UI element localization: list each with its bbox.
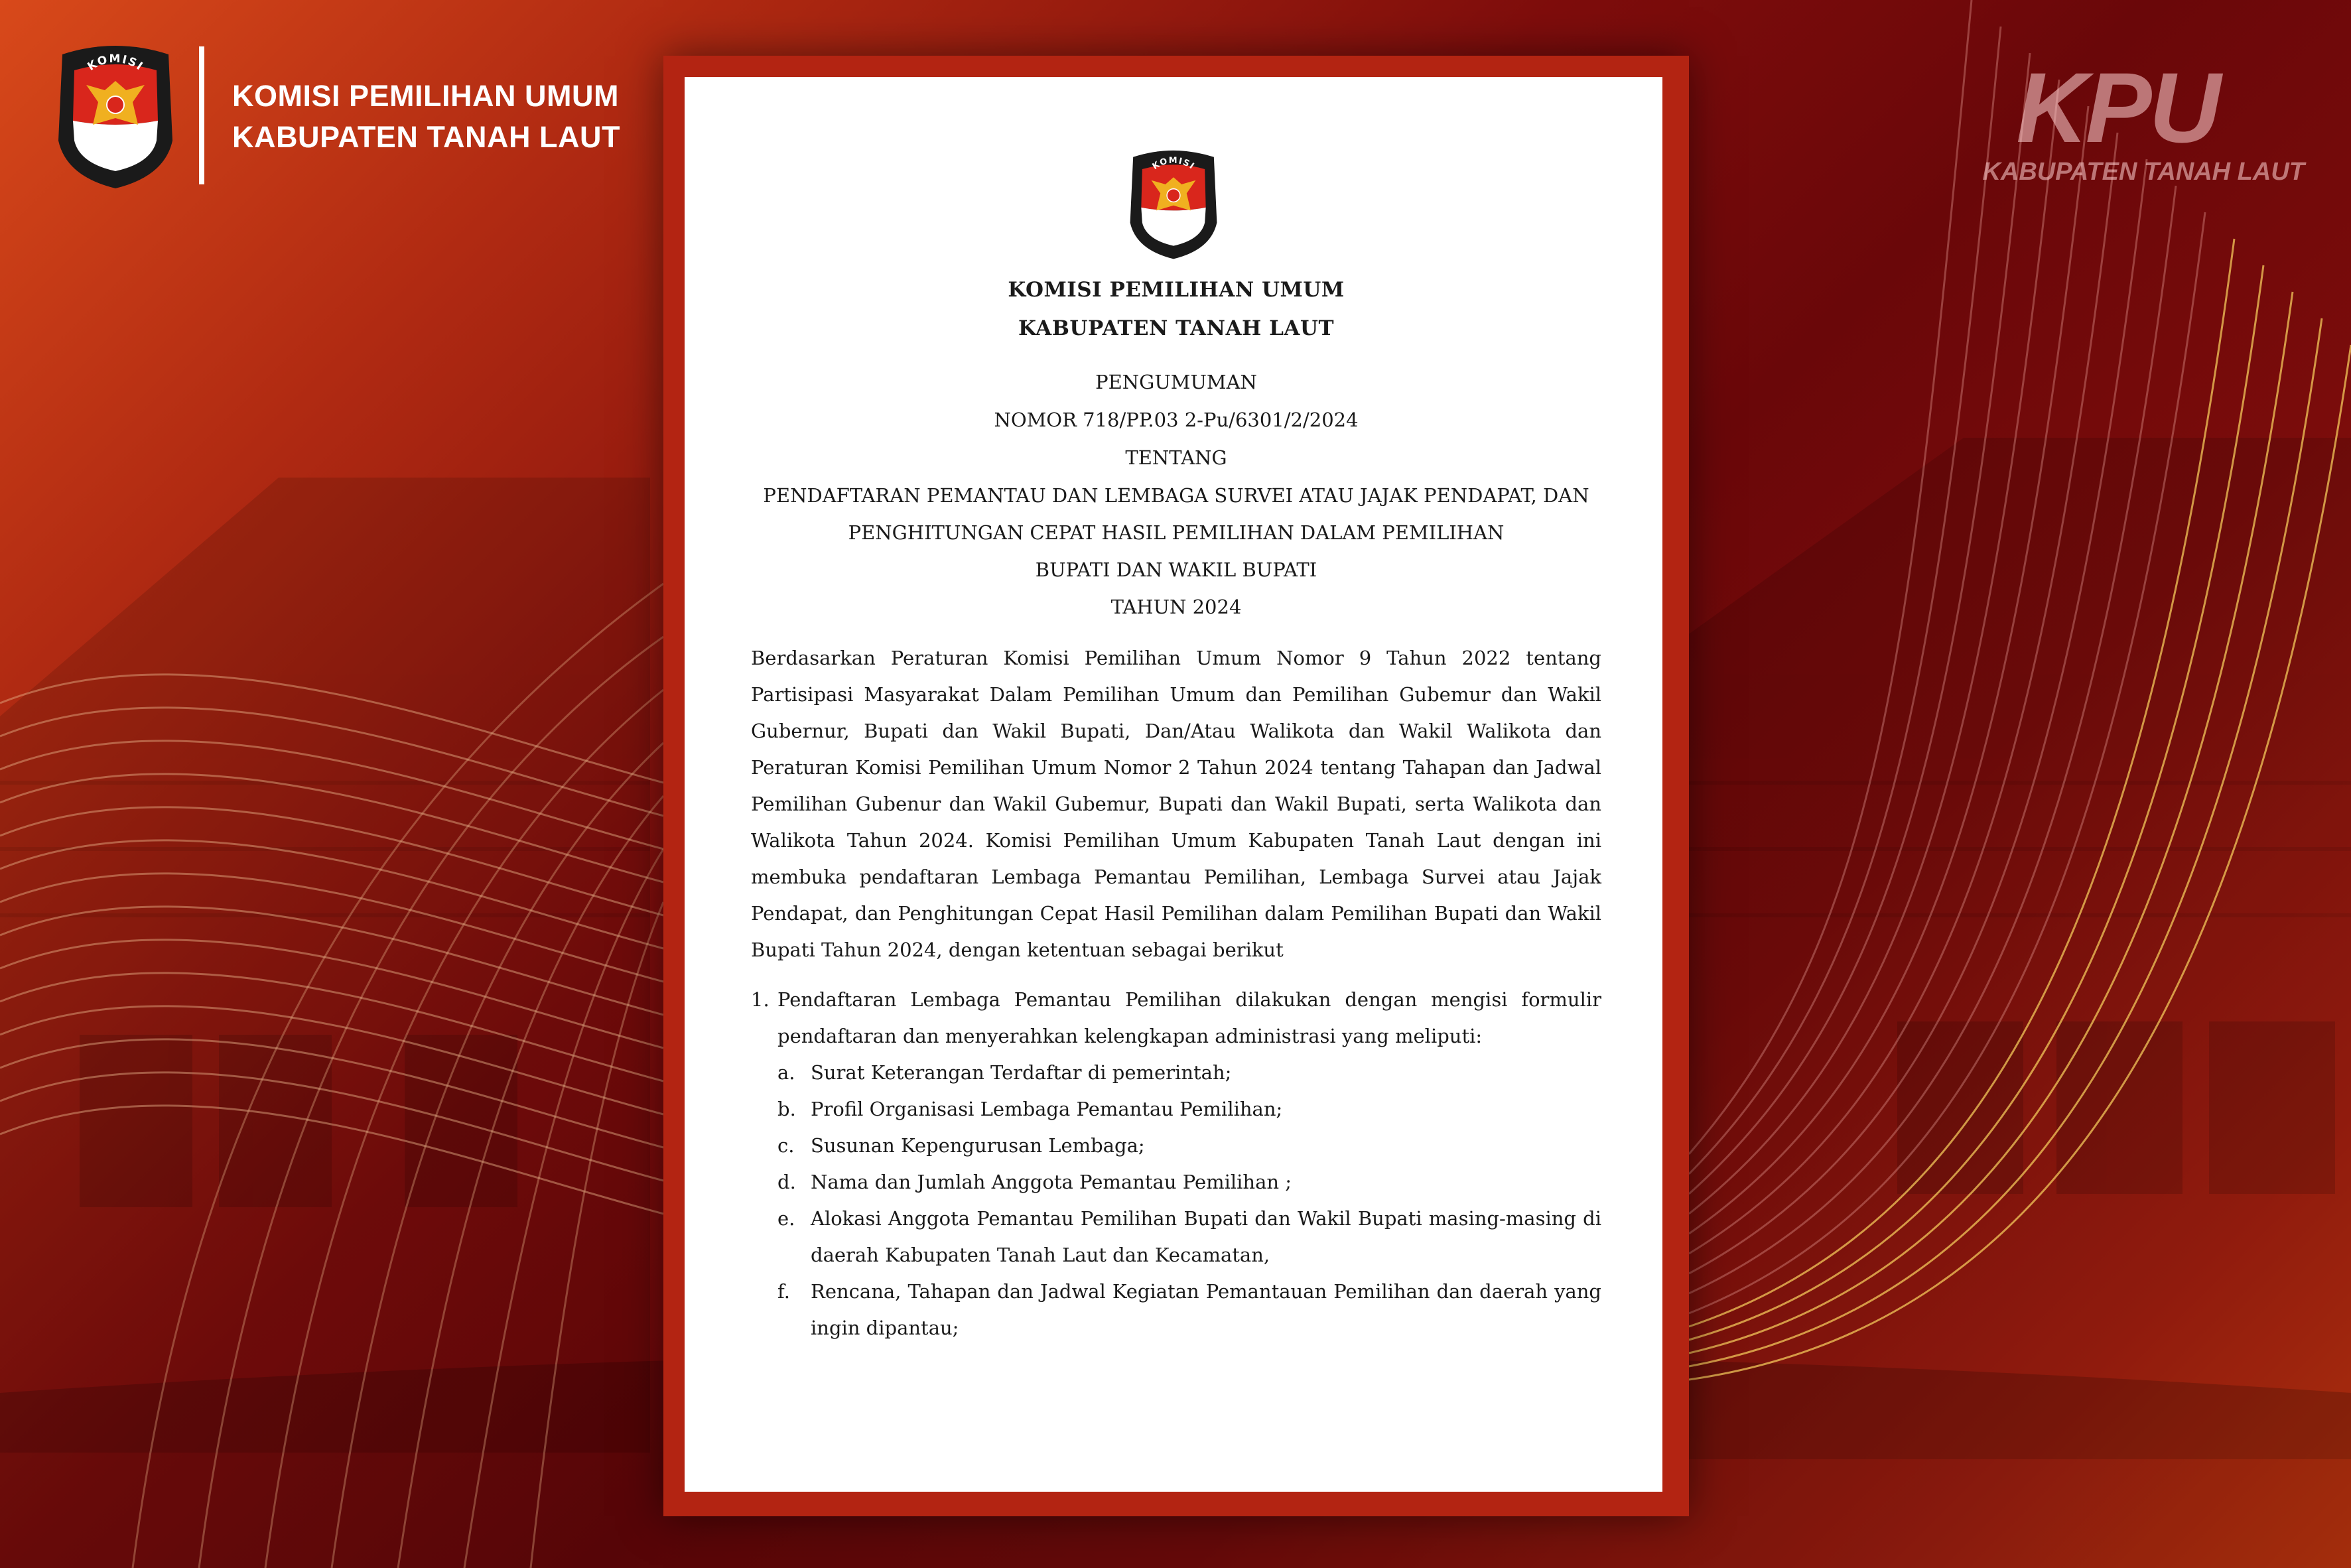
- sub-list-item: [751, 1055, 1601, 1091]
- document-kpu-logo-icon: [1125, 146, 1222, 262]
- document-title-block: [751, 363, 1601, 625]
- sub-list-item-marker: b.: [777, 1098, 796, 1120]
- sub-list-item-text: Surat Keterangan Terdaftar di pemerintah;: [811, 1061, 1232, 1084]
- sub-list-item: [751, 1128, 1601, 1164]
- brand-title: [232, 76, 620, 158]
- document-page: [685, 77, 1662, 1492]
- document-about: TENTANG: [1125, 446, 1227, 469]
- sub-list-item-marker: d.: [777, 1171, 796, 1193]
- document-subject-line-3: BUPATI DAN WAKIL BUPATI: [1035, 558, 1317, 581]
- document-content: [751, 271, 1601, 1346]
- kpu-watermark: [1973, 52, 2305, 187]
- document-org-line-2: KABUPATEN TANAH LAUT: [1018, 316, 1335, 340]
- sub-list-item-text: Rencana, Tahapan dan Jadwal Kegiatan Pemantauan Pemilihan dan daerah yang ingin dipantau;: [811, 1280, 1601, 1339]
- svg-text:PEMILIHAN UMUM: PEMILIHAN UMUM: [1141, 217, 1206, 241]
- list-item: [751, 982, 1601, 1055]
- brand-divider: [199, 46, 204, 184]
- document-subject-line-2: PENGHITUNGAN CEPAT HASIL PEMILIHAN DALAM PEMILIHAN: [848, 521, 1505, 544]
- svg-text:PEMILIHAN UMUM: PEMILIHAN UMUM: [74, 132, 157, 164]
- svg-text:KOMISI: KOMISI: [1150, 155, 1197, 172]
- document-subject-line-1: PENDAFTARAN PEMANTAU DAN LEMBAGA SURVEI ATAU JAJAK PENDAPAT, DAN: [763, 484, 1589, 507]
- sub-list-item: [751, 1164, 1601, 1201]
- sub-list-item-marker: c.: [777, 1134, 795, 1157]
- sub-list-item-text: Profil Organisasi Lembaga Pemantau Pemilihan;: [811, 1098, 1283, 1120]
- kpu-watermark-mark: KPU: [2016, 52, 2218, 163]
- brand-line-1: KOMISI PEMILIHAN UMUM: [232, 79, 619, 113]
- list-item-marker: 1.: [751, 988, 770, 1011]
- sub-list-item-marker: f.: [777, 1280, 790, 1303]
- document-org-line-1: KOMISI PEMILIHAN UMUM: [1008, 278, 1345, 302]
- document-body-paragraph: Berdasarkan Peraturan Komisi Pemilihan Umum Nomor 9 Tahun 2022 tentang Partisipasi Masyarakat Dalam Pemilihan Umum dan Pemilihan Gubemur dan Wakil Gubernur, Bupati dan Wakil Bupati, Dan/Atau Walikota dan Wakil Walikota dan Peraturan Komisi Pemilihan Umum Nomor 2 Tahun 2024 tentang Tahapan dan Jadwal Pemilihan Gubenur dan Wakil Gubemur, Bupati dan Wakil Bupati, serta Walikota dan Walikota Tahun 2024. Komisi Pemilihan Umum Kabupaten Tanah Laut dengan ini membuka pendaftaran Lembaga Pemantau Pemilihan, Lembaga Survei atau Jajak Pendapat, dan Penghitungan Cepat Hasil Pemilihan dalam Pemilihan Bupati dan Wakil Bupati Tahun 2024, dengan ketentuan sebagai berikut: [751, 647, 1601, 961]
- sub-list-item-text: Nama dan Jumlah Anggota Pemantau Pemilihan ;: [811, 1171, 1292, 1193]
- svg-text:KOMISI: KOMISI: [85, 52, 147, 74]
- brand-line-2: KABUPATEN TANAH LAUT: [232, 120, 620, 154]
- document-number: NOMOR 718/PP.03 2-Pu/6301/2/2024: [994, 409, 1359, 431]
- sub-list-item: [751, 1274, 1601, 1346]
- sub-list-item: [751, 1091, 1601, 1128]
- document-numbered-list: [751, 982, 1601, 1346]
- sub-list-item-marker: e.: [777, 1207, 795, 1230]
- sub-list-item-marker: a.: [777, 1061, 795, 1084]
- sub-list-item-text: Susunan Kepengurusan Lembaga;: [811, 1134, 1145, 1157]
- kpu-logo-icon: [52, 41, 179, 191]
- sub-list-item-text: Alokasi Anggota Pemantau Pemilihan Bupati dan Wakil Bupati masing-masing di daerah Kabupaten Tanah Laut dan Kecamatan,: [811, 1207, 1601, 1266]
- kpu-watermark-sub: KABUPATEN TANAH LAUT: [1982, 158, 2305, 186]
- document-frame: [663, 56, 1689, 1516]
- sub-list-item: [751, 1201, 1601, 1274]
- document-kind: PENGUMUMAN: [1095, 371, 1257, 393]
- header-brand: [52, 41, 649, 194]
- list-item-text: Pendaftaran Lembaga Pemantau Pemilihan dilakukan dengan mengisi formulir pendaftaran dan menyerahkan kelengkapan administrasi yang meliputi:: [777, 988, 1601, 1047]
- document-year: TAHUN 2024: [1110, 596, 1242, 618]
